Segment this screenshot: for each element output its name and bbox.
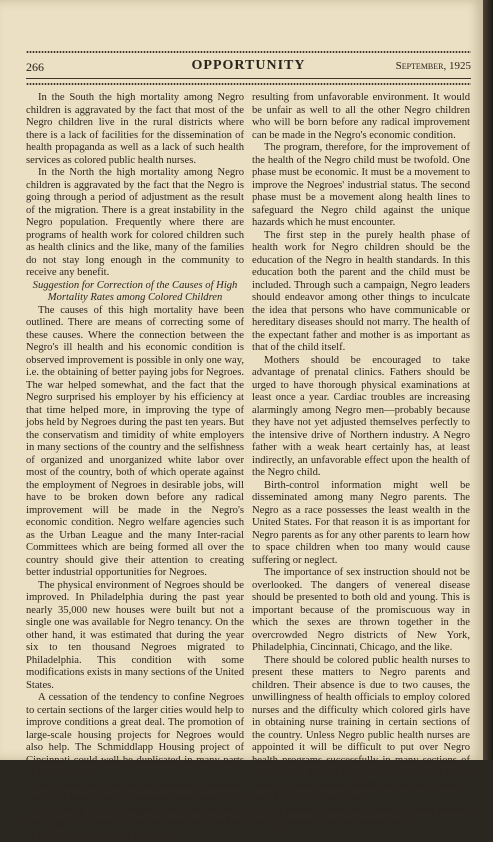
page-number: 266 — [26, 60, 44, 75]
paragraph: The first step in the purely health phase of health work for Negro children should be the education of the Negro in health standards. In this education both the parent and the child must be included. Through such a campaign, Negro leaders should endeavor among other things to inculcate the idea that persons who have communicable or hereditary diseases should not marry. The health of the expectant father and mother is as important as that of the child itself. — [252, 230, 470, 355]
paragraph: We should not confine our attention, however, simply to improving the economic condition of the Negro family. Such a program would be unfair to the Negro child who is now suffering with rickets or tuberculosis and other diseases — [26, 780, 244, 842]
journal-title: OPPORTUNITY — [26, 58, 471, 74]
paragraph: The causes of this high mortality have been outlined. There are means of correcting some of these causes. Where the connection between the Negro's ill health and his economic condition is observed improvement is possible in only one way, i.e. the obtaining of better paying jobs for Negroes. The war helped somewhat, and the fact that the Negro surprised his employer by his efficiency at that time helped more, in improving the type of jobs held by Negroes during the past ten years. But the conservatism and timidity of white employers in many sections of the country and the selfishness of organized and unorganized white labor over most of the country, both of which operate against the employment of Negroes in desirable jobs, will have to be broken down before any radical improvement will be made in the Negro's economic condition. Negro welfare agencies such as the Urban League and the many Inter-racial Committees which are being formed all over the country should give their attention to creating better industrial opportunities for Negroes. — [26, 305, 244, 580]
paragraph: Birth-control information might well be disseminated among many Negro parents. The Negro as a race possesses the least wealth in the United States. For that reason it is as important for Negro parents as for any other parents to learn how to space children when too many would cause suffering or neglect. — [252, 480, 470, 568]
top-ornament-border — [26, 50, 471, 54]
header-ornament-border — [26, 82, 471, 86]
paragraph: The physical environment of Negroes should be improved. In Philadelphia during the past year nearly 35,000 new houses were built but not a single one was available for Negro tenancy. On the other hand, it was estimated that during the year six to ten thousand Negroes migrated to Philadelphia. This condition with some modifications exists in many sections of the United States. — [26, 580, 244, 693]
paragraph: The importance of sex instruction should not be overlooked. The dangers of venereal disease should be presented to both old and young. This is important because of the promiscuous way in which the sexes are thrown together in the overcrowded Negro districts of New York, Philadelphia, Cincinnati, Chicago, and the like. — [252, 567, 470, 655]
paragraph: Mothers should be encouraged to take advantage of prenatal clinics. Fathers should be urged to have thorough physical examinations at least once a year. Cardiac troubles are increasing alarmingly among Negro men—probably because they have not yet adjusted themselves perfectly to the intensive drive of Northern industry. A Negro father with a weak heart certainly has, at least indirectly, an unfavorable effect upon the health of the Negro child. — [252, 355, 470, 480]
paragraph: The program, therefore, for the improvement of the health of the Negro child must be twofold. One phase must be economic. It must be a movement to improve the Negroes' industrial status. The second phase must be a movement along health lines to safeguard the Negro child against the unique hazards which he must encounter. — [252, 142, 470, 230]
paragraph: A cessation of the tendency to confine Negroes to certain sections of the larger cities would help to improve conditions a great deal. The promotion of large-scale housing projects for Negroes would also help. The Schmiddlapp Housing project of Cincinnati could well be duplicated in many parts of the country. — [26, 692, 244, 780]
running-header — [26, 60, 471, 76]
paragraph: In the South the high mortality among Negro children is aggravated by the fact that most of the Negro children live in the rural districts where there is a lack of facilities for the dissemination of health propaganda as well as a lack of such health services as colored public health nurses. — [26, 92, 244, 167]
right-column — [252, 92, 470, 754]
paragraph: In the North the high mortality among Negro children is aggravated by the fact that the Negro is going through a period of adjustment as the result of the migration. There is a great instability in the Negro population. Frequently where there are programs of health work for colored children such as health clinics and the like, many of the families do not stay long enough in the community to receive any benefit. — [26, 167, 244, 280]
left-column — [26, 92, 244, 754]
paragraph: It is probable that many more colored persons than at present would patronize health — [252, 805, 470, 830]
paragraph: There should be colored public health nurses to present these matters to Negro parents and children. Their absence is due to two causes, the unwillingness of health officials to employ colored nurses and the difficulty which colored girls have in obtaining nurse training in certain sections of the country. Unless Negro public health nurses are appointed it will be difficult to put over Negro health programs successfully in many sections of the country. This is particularly true in the South where colored public health nurses are found in only a very few localities. — [252, 655, 470, 805]
header-rule — [26, 78, 471, 79]
issue-date: September, 1925 — [396, 60, 471, 72]
section-heading: Suggestion for Correction of the Causes of High Mortality Rates among Colored Children — [26, 280, 244, 305]
book-spine — [483, 0, 493, 760]
paragraph: resulting from unfavorable environment. It would be unfair as well to all the other Negro children who will be born before any radical improvement can be made in the Negro's economic condition. — [252, 92, 470, 142]
